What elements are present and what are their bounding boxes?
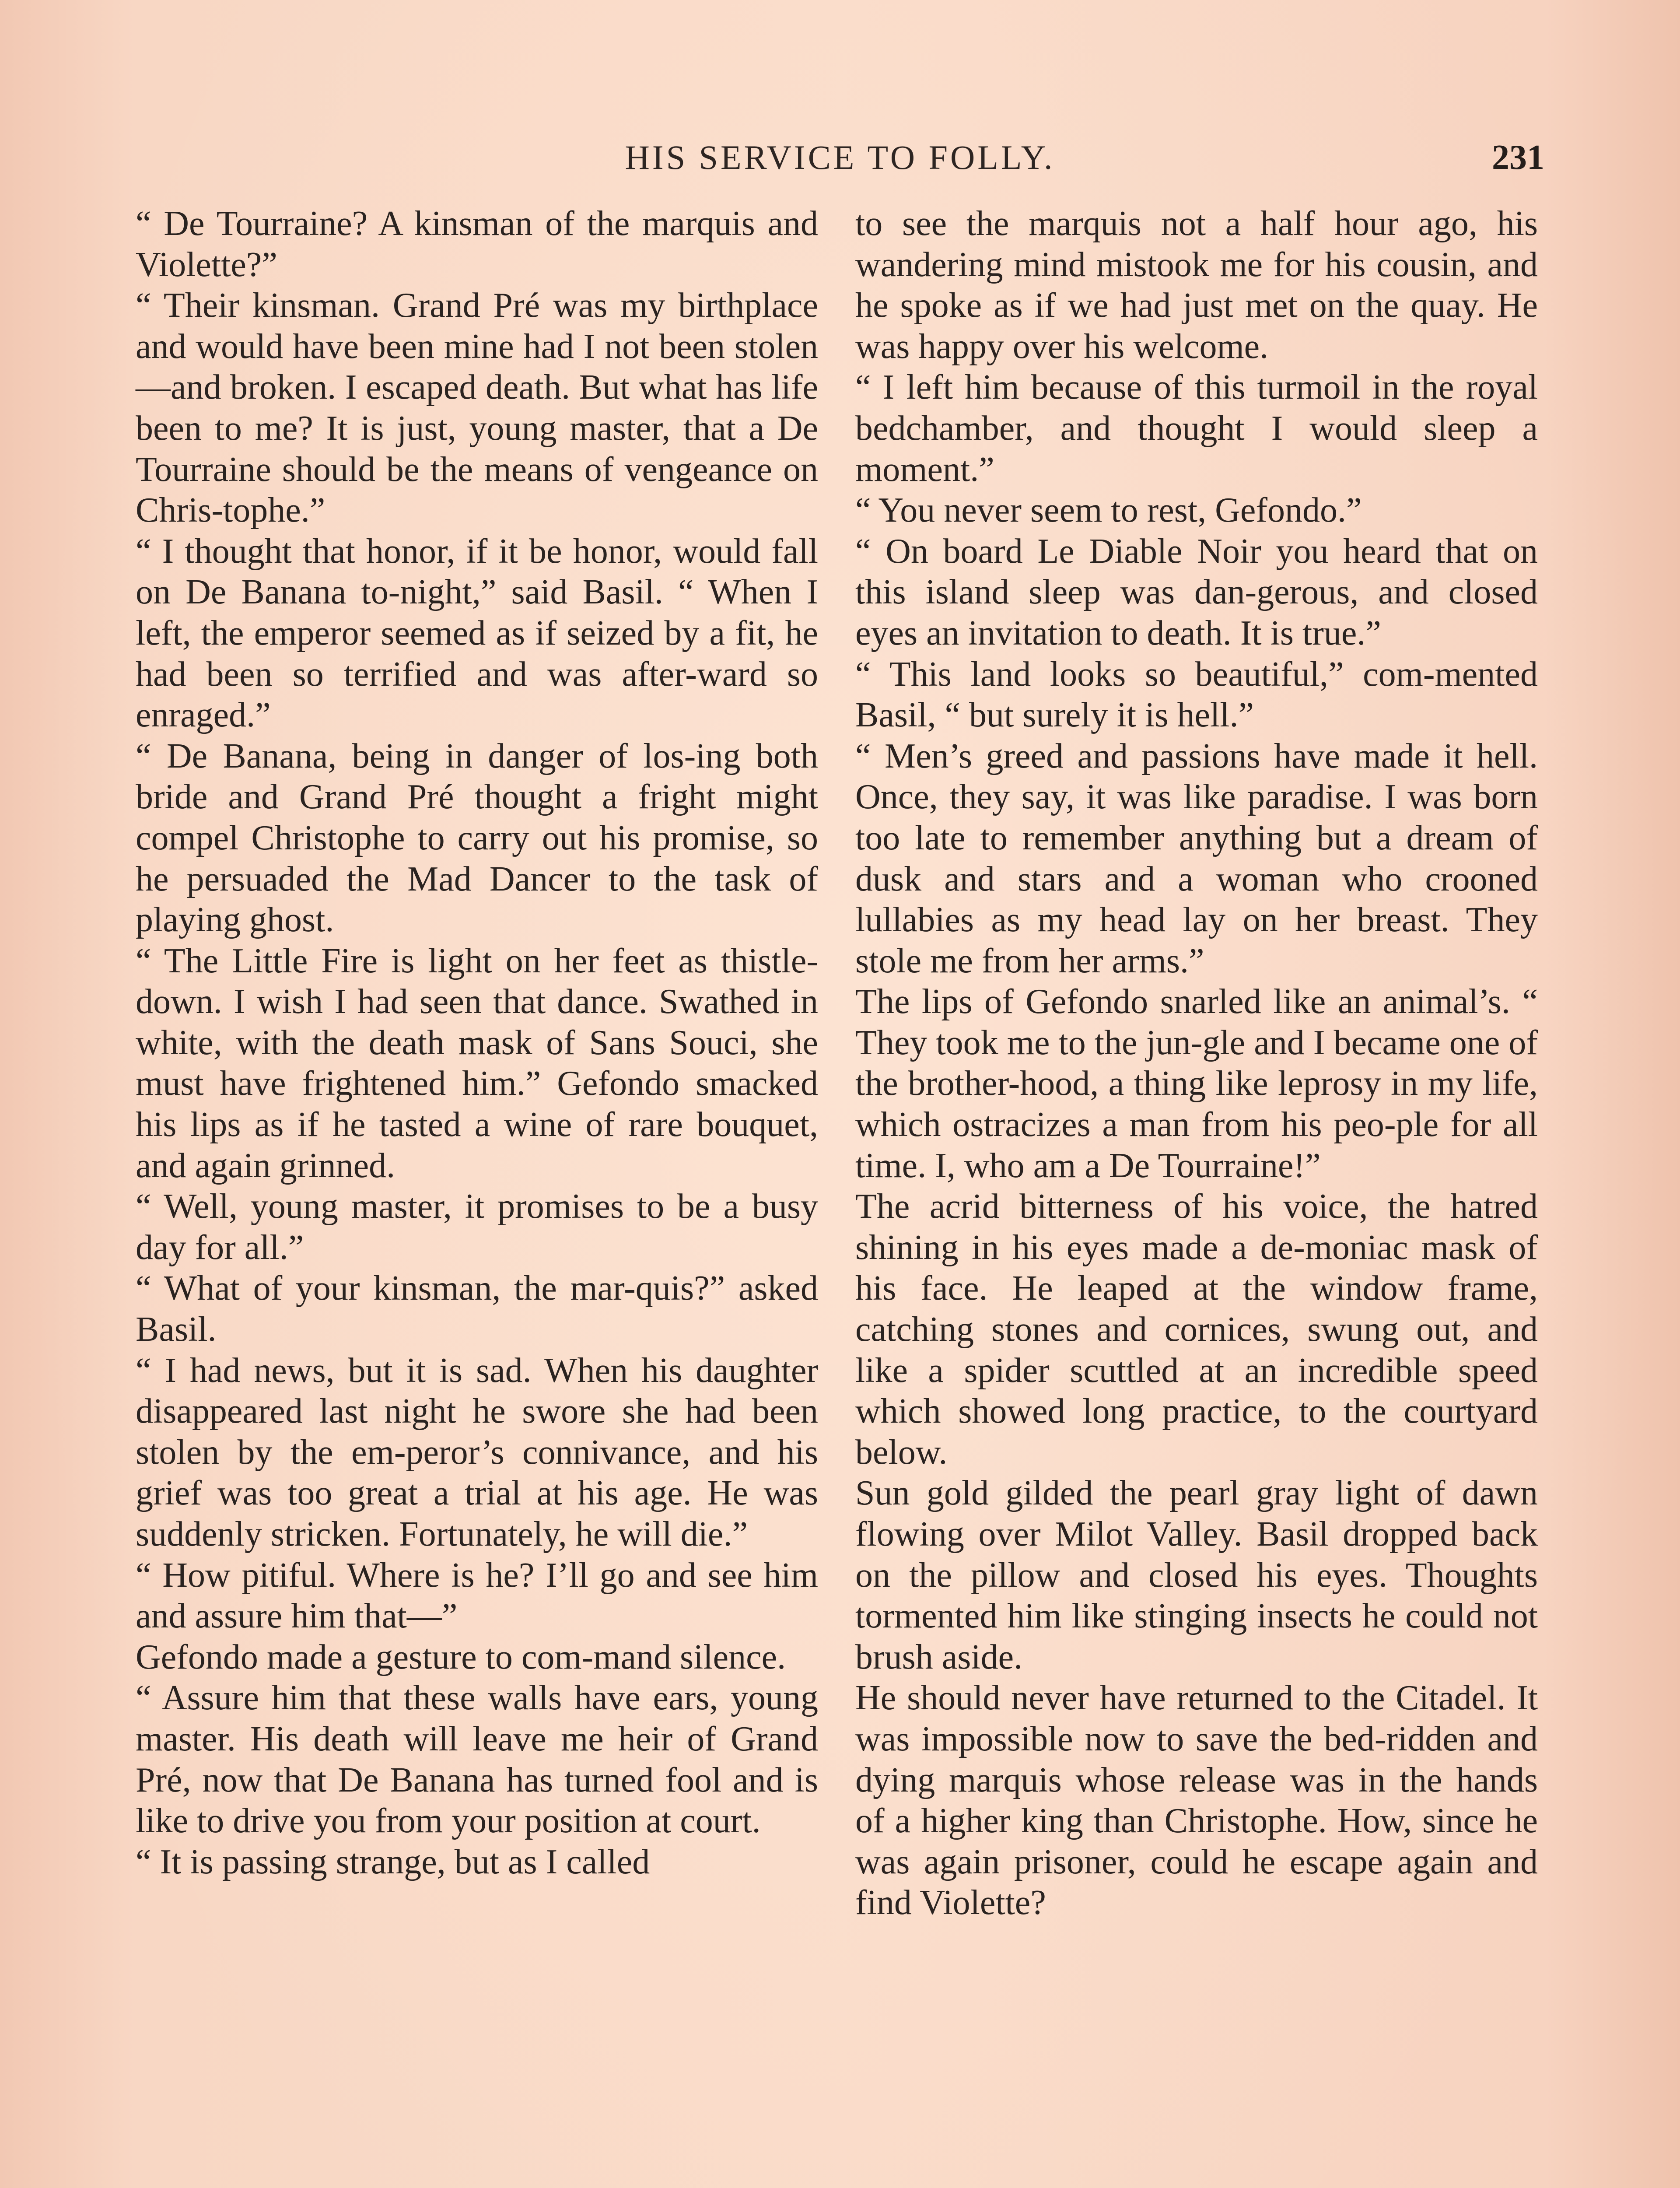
paragraph: “ Assure him that these walls have ears, young master. His death will leave me heir of Grand Pré, now that De Banana has turned fool and is like to drive you from your position at court.: [136, 1679, 818, 1841]
paragraph: “ I left him because of this turmoil in the royal bedchamber, and thought I would sleep a moment.”: [855, 368, 1538, 489]
paragraph: “ I thought that honor, if it be honor, would fall on De Banana to-night,” said Basil. “ When I left, the emperor seemed as if seized by a fit, he had been so terrified and was after-ward so enraged.”: [136, 532, 818, 735]
paragraph: Sun gold gilded the pearl gray light of dawn flowing over Milot Valley. Basil dropped back on the pillow and closed his eyes. Thoughts tormented him like stinging insects he could not brush aside.: [855, 1474, 1538, 1676]
paragraph: “ I had news, but it is sad. When his daughter disappeared last night he swore she had been stolen by the em-peror’s connivance, and his grief was too great a trial at his age. He was suddenly stricken. Fortunately, he will die.”: [136, 1351, 818, 1553]
paragraph: “ On board Le Diable Noir you heard that on this island sleep was dan-gerous, and closed eyes an invitation to death. It is true.”: [855, 532, 1538, 652]
paragraph: Gefondo made a gesture to com-mand silence.: [136, 1637, 786, 1676]
paragraph: “ The Little Fire is light on her feet as thistle-down. I wish I had seen that dance. Swathed in white, with the death mask of Sans Souci, she must have frightened him.” Gefondo smacked his lips as if he tasted a wine of rare bouquet, and again grinned.: [136, 941, 818, 1185]
paragraph: He should never have returned to the Citadel. It was impossible now to save the bed-ridden and dying marquis whose release was in the hands of a higher king than Christophe. How, since he was again prisoner, could he escape again and find Violette?: [855, 1679, 1538, 1922]
paragraph: to see the marquis not a half hour ago, his wandering mind mistook me for his cousin, and he spoke as if we had just met on the quay. He was happy over his welcome.: [855, 204, 1538, 366]
page-number: 231: [1492, 138, 1544, 177]
paragraph: “ Well, young master, it promises to be a busy day for all.”: [136, 1187, 818, 1267]
paragraph: “ Men’s greed and passions have made it hell. Once, they say, it was like paradise. I was born too late to remember anything but a dream of dusk and stars and a woman who crooned lullabies as my head lay on her breast. They stole me from her arms.”: [855, 736, 1538, 980]
paragraph: “ What of your kinsman, the mar-quis?” asked Basil.: [136, 1269, 818, 1349]
page-header: [136, 131, 1544, 184]
paragraph: “ De Banana, being in danger of los-ing both bride and Grand Pré thought a fright might compel Christophe to carry out his promise, so he persuaded the Mad Dancer to the task of playing ghost.: [136, 736, 818, 940]
paragraph: “ You never seem to rest, Gefondo.”: [855, 491, 1362, 530]
paragraph: “ How pitiful. Where is he? I’ll go and see him and assure him that—”: [136, 1556, 818, 1636]
paragraph: “ It is passing strange, but as I called: [136, 1842, 650, 1881]
paragraph: “ Their kinsman. Grand Pré was my birthplace and would have been mine had I not been stolen—and broken. I escaped death. But what has life been to me? It is just, young master, that a De Tourraine should be the means of vengeance on Chris-tophe.”: [136, 286, 818, 530]
paragraph: “ De Tourraine? A kinsman of the marquis and Violette?”: [136, 204, 818, 284]
running-head: HIS SERVICE TO FOLLY.: [625, 138, 1055, 176]
paragraph: The acrid bitterness of his voice, the hatred shining in his eyes made a de-moniac mask of his face. He leaped at the window frame, catching stones and cornices, swung out, and like a spider scuttled at an incredible speed which showed long practice, to the courtyard below.: [855, 1187, 1538, 1472]
paragraph: The lips of Gefondo snarled like an animal’s. “ They took me to the jun-gle and I became one of the brother-hood, a thing like leprosy in my life, which ostracizes a man from his peo-ple for all time. I, who am a De Tourraine!”: [855, 982, 1538, 1185]
paragraph: “ This land looks so beautiful,” com-mented Basil, “ but surely it is hell.”: [855, 655, 1538, 735]
right-column: [855, 203, 1538, 1924]
left-column: [136, 203, 818, 1883]
